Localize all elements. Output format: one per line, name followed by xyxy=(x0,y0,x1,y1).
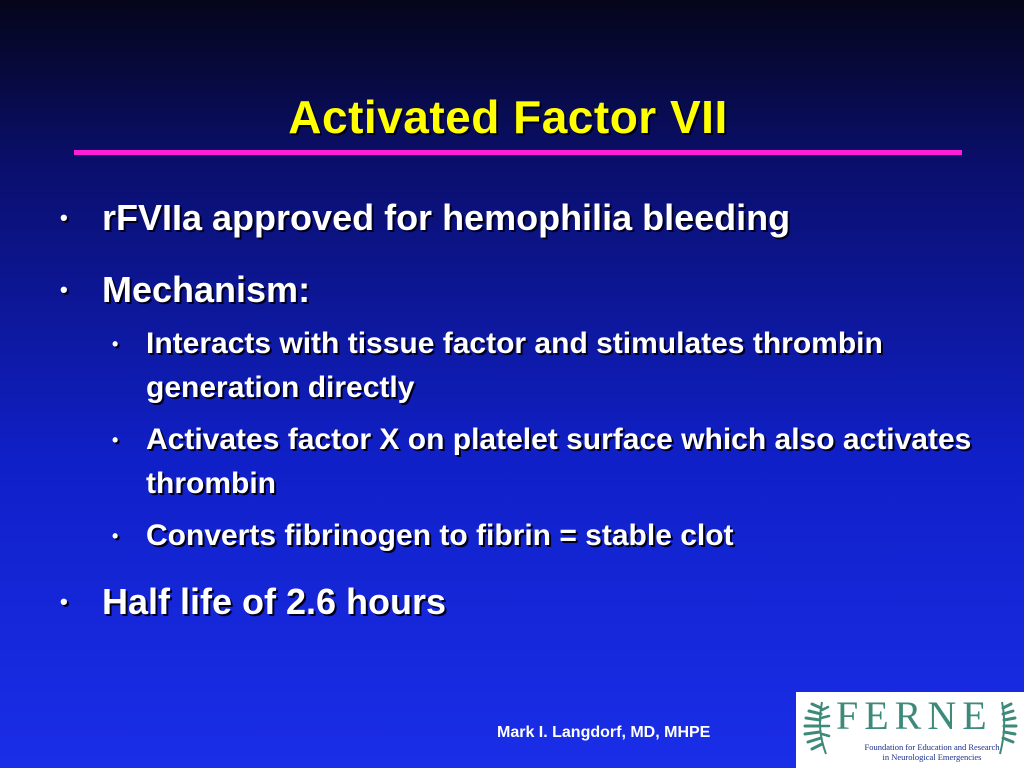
sub-bullet-text: Activates factor X on platelet surface which also activates thrombin xyxy=(146,423,972,500)
author-credit: Mark I. Langdorf, MD, MHPE xyxy=(497,724,711,741)
bullet-text: Mechanism: xyxy=(102,269,311,310)
logo-wordmark: FERNE xyxy=(836,693,993,738)
sub-bullet-list xyxy=(0,322,1024,558)
sub-bullet-item xyxy=(0,322,1024,410)
sub-bullet-dot: • xyxy=(112,430,119,450)
slide-title: Activated Factor VII xyxy=(288,91,728,143)
bullet-text: rFVIIa approved for hemophilia bleeding xyxy=(102,197,791,238)
sub-bullet-text: Interacts with tissue factor and stimulates thrombin generation directly xyxy=(146,327,883,404)
sub-bullet-dot: • xyxy=(112,526,119,546)
bullet-text: Half life of 2.6 hours xyxy=(102,581,447,622)
fern-leaf-icon xyxy=(800,698,834,756)
sub-bullet-item xyxy=(0,418,1024,506)
sub-bullet-text: Converts fibrinogen to fibrin = stable clot xyxy=(146,519,734,552)
bullet-dot: • xyxy=(60,277,68,302)
ferne-logo xyxy=(796,692,1024,768)
bullet-item xyxy=(0,268,1024,312)
sub-bullet-item xyxy=(0,514,1024,558)
bullet-dot: • xyxy=(60,205,68,230)
bullet-list xyxy=(0,196,1024,652)
bullet-dot: • xyxy=(60,589,68,614)
bullet-item xyxy=(0,580,1024,624)
sub-bullet-dot: • xyxy=(112,334,119,354)
bullet-item xyxy=(0,196,1024,240)
logo-tagline: Foundation for Education and Research xyxy=(864,742,1000,752)
logo-tagline: in Neurological Emergencies xyxy=(882,752,982,762)
title-underline xyxy=(74,150,962,155)
